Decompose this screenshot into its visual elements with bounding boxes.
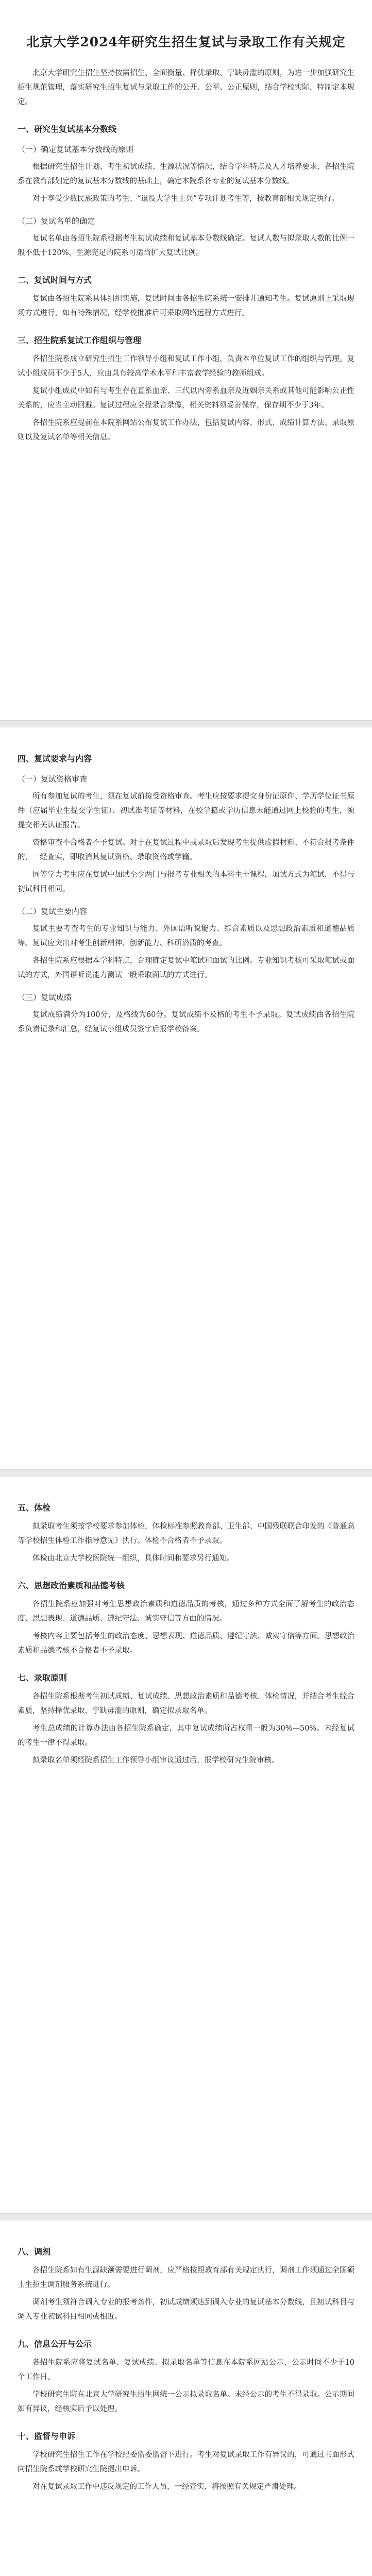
paragraph: 根据研究生招生计划、考生初试成绩、生源状况等情况，结合学科特点及人才培养要求，各招生院系在教育部划定的复试基本分数线的基础上，确定本院系各专业的复试基本分数线。 (18, 163, 354, 185)
paragraph: 体检由北京大学校医院统一组织，具体时间和要求另行通知。 (32, 1554, 234, 1563)
paragraph: 对在复试录取工作中违反规定的工作人员，一经查实，将按照有关规定严肃处理。 (32, 2483, 301, 2491)
paragraph: 各招生院系应提前在本院系网站公布复试工作办法，包括复试内容、形式、成绩计算方法、录取原则以及复试名单等相关信息。 (18, 419, 354, 442)
paragraph: 各招生院系应将复试名单、复试成绩、拟录取名单等信息在本院系网站公示，公示时间不少于10个工作日。 (18, 2359, 354, 2381)
paragraph: 复试小组成员中如有与考生存在直系血亲、三代以内旁系血亲及近姻亲关系或其他可能影响公正性关系的，应当主动回避。复试过程应全程录音录像，相关资料须妥善保存，保存期不少于3年。 (18, 387, 354, 410)
paragraph: 学校研究生院在北京大学研究生招生网统一公示拟录取名单。未经公示的考生不得录取。公示期间如有异议，经核实后予以处理。 (18, 2391, 354, 2413)
paragraph: 各招生院系应根据本学科特点，合理确定复试中笔试和面试的比例。专业知识考核可采取笔试或面试的方式，外国语听说能力测试一般采取面试的方式进行。 (18, 957, 354, 979)
subsection-heading: （一）确定复试基本分数线的原则 (18, 145, 134, 154)
paragraph: 学校研究生招生工作在学校纪委监委监督下进行。考生对复试录取工作有异议的，可通过书面形式向招生院系或学校研究生院提出申诉。 (18, 2451, 354, 2473)
subsection-heading: （一）复试资格审查 (18, 774, 88, 784)
paragraph: 拟录取考生须按学校要求参加体检，体检标准参照教育部、卫生部、中国残联联合印发的《普通高等学校招生体检工作指导意见》执行。体检不合格者不予录取。 (18, 1522, 354, 1545)
section-heading: 四、复试要求与内容 (18, 754, 92, 764)
document-page (0, 1477, 372, 2213)
paragraph: 对于享受少数民族政策的考生、“退役大学生士兵”专项计划考生等，按教育部相关规定执行。 (32, 195, 339, 203)
subsection-heading: （二）复试名单的确定 (18, 216, 95, 226)
paragraph: 拟录取名单须经院系招生工作领导小组审议通过后，报学校研究生院审核。 (32, 1756, 279, 1765)
section-heading: 三、招生院系复试工作组织与管理 (18, 335, 142, 345)
paragraph: 复试名单由各招生院系根据考生初试成绩和复试基本分数线确定。复试人数与拟录取人数的比例一般不低于120%，生源充足的院系可适当扩大复试比例。 (18, 234, 354, 257)
subsection-heading: （二）复试主要内容 (18, 907, 88, 916)
subsection-heading: （三）复试成绩 (18, 993, 72, 1002)
paragraph: 调剂考生须符合调入专业的报考条件，初试成绩须达到调入专业的复试基本分数线，且初试科目与调入专业初试科目相同或相近。 (18, 2298, 354, 2321)
paragraph: 复试由各招生院系具体组织实施，复试时间由各招生院系统一安排并通知考生。复试原则上采取现场方式进行，如有特殊情况，经学校批准后可采取网络远程方式进行。 (18, 295, 354, 317)
paragraph: 复试主要考查考生的专业知识与能力、外国语听说能力、综合素质以及思想政治素质和道德品质等。复试应突出对考生创新精神、创新能力、科研潜质的考查。 (18, 925, 354, 947)
paragraph: 资格审查不合格者不予复试。对于在复试过程中或录取后发现考生提供虚假材料、不符合报考条件的，一经查实，即取消其复试资格、录取资格或学籍。 (18, 839, 354, 861)
section-heading: 十、监督与申诉 (18, 2431, 76, 2441)
paragraph: 所有参加复试的考生，须在复试前接受资格审查。考生应按要求提交身份证原件、学历学位证书原件（应届毕业生提交学生证）、初试准考证等材料，在校学籍或学历信息未能通过网上校验的考生，须提交相关认证报告。 (18, 792, 354, 829)
section-heading: 七、录取原则 (18, 1673, 67, 1683)
document-page (0, 0, 372, 720)
document-title: 北京大学2024年研究生招生复试与录取工作有关规定 (26, 35, 346, 49)
paragraph: 考核内容主要包括考生的政治态度、思想表现、道德品质、遵纪守法、诚实守信等方面。思想政治素质和品德考核不合格者不予录取。 (18, 1632, 354, 1655)
document-page (0, 2221, 372, 2576)
section-heading: 五、体检 (18, 1503, 51, 1513)
paragraph: 各招生院系成立研究生招生工作领导小组和复试工作小组，负责本单位复试工作的组织与管理。复试小组成员不少于5人，应由具有较高学术水平和丰富教学经验的教师组成。 (18, 355, 354, 378)
paragraph: 同等学力考生应在复试中加试至少两门与报考专业相关的本科主干课程，加试方式为笔试，不得与初试科目相同。 (18, 871, 354, 893)
section-heading: 八、调剂 (18, 2247, 51, 2257)
section-heading: 二、复试时间与方式 (18, 275, 92, 285)
section-heading: 九、信息公开与公示 (18, 2339, 92, 2349)
paragraph: 各招生院系如有生源缺额需要进行调剂，应严格按照教育部有关规定执行，调剂工作须通过全国硕士生招生调剂服务系统进行。 (18, 2266, 354, 2289)
paragraph: 各招生院系应加强对考生思想政治素质和道德品质的考核，通过多种方式全面了解考生的政治态度、思想表现、道德品质、遵纪守法、诚实守信等方面的情况。 (18, 1600, 354, 1623)
section-heading: 六、思想政治素质和品德考核 (18, 1581, 125, 1590)
paragraph: 各招生院系根据考生初试成绩、复试成绩、思想政治素质和品德考核、体检情况，并结合考生综合素质，坚持择优录取、宁缺毋滥的原则，确定拟录取名单。 (18, 1692, 354, 1715)
paragraph: 复试成绩满分为100分，及格线为60分。复试成绩不及格的考生不予录取。复试成绩由各招生院系负责记录和汇总，经复试小组成员签字后报学校备案。 (18, 1011, 354, 1033)
section-heading: 一、研究生复试基本分数线 (18, 124, 117, 134)
document-page (0, 727, 372, 1469)
paragraph: 北京大学研究生招生坚持按需招生、全面衡量、择优录取、宁缺毋滥的原则，为进一步加强研究生招生规范管理，落实研究生招生复试与录取工作的公开、公平、公正原则，结合学校实际，特制定本规定。 (18, 69, 354, 106)
paragraph: 考生总成绩的计算办法由各招生院系确定，其中复试成绩所占权重一般为30%—50%。未经复试的考生一律不得录取。 (18, 1724, 354, 1747)
